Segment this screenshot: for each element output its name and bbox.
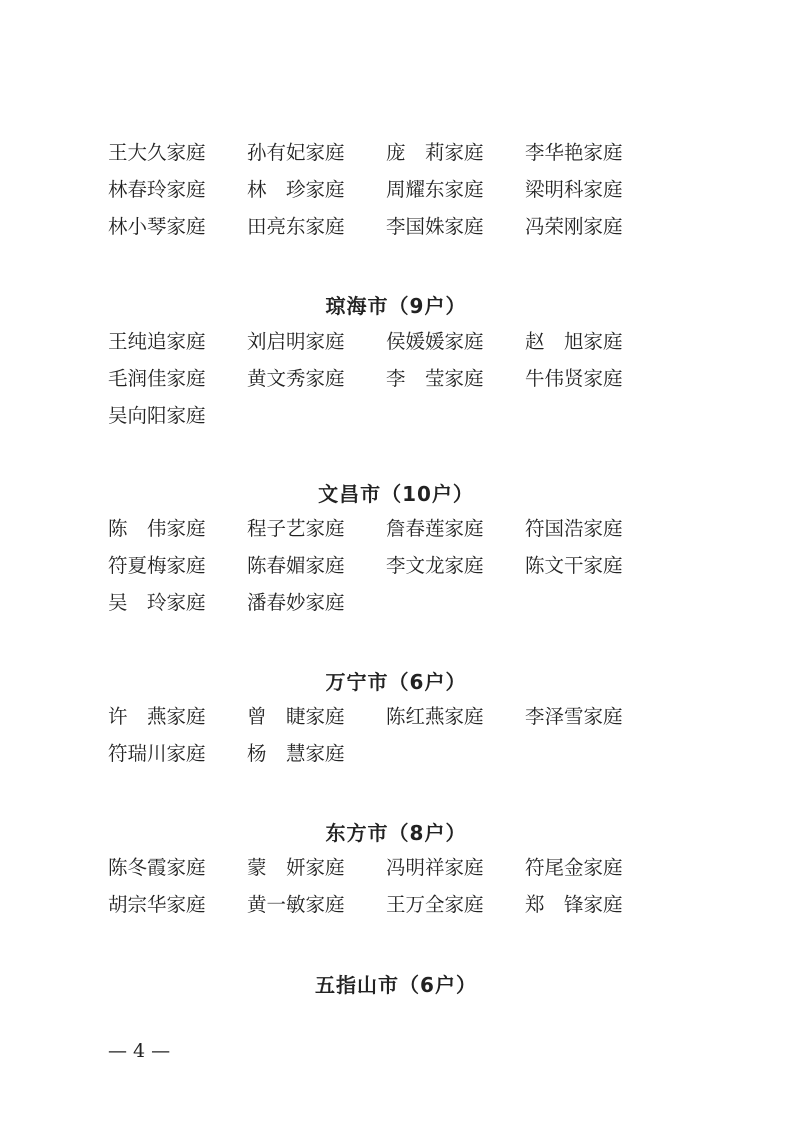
page-number: — 4 —: [108, 1040, 171, 1062]
family-name: 李泽雪家庭: [525, 705, 623, 728]
family-name: 黄一敏家庭: [247, 893, 345, 916]
name-row: [108, 741, 668, 778]
family-name: 梁明科家庭: [525, 178, 623, 201]
family-name: 蒙 妍家庭: [247, 856, 345, 879]
family-name: 王大久家庭: [108, 141, 206, 164]
family-name: 刘启明家庭: [247, 330, 345, 353]
section-heading: 琼海市（9户）: [325, 294, 467, 318]
family-name: 吴向阳家庭: [108, 404, 206, 427]
family-name: 潘春妙家庭: [247, 591, 345, 614]
family-name: 陈红燕家庭: [386, 705, 484, 728]
name-row: [108, 855, 668, 892]
family-name: 王万全家庭: [386, 893, 484, 916]
family-name: 陈 伟家庭: [108, 517, 206, 540]
family-name: 冯明祥家庭: [386, 856, 484, 879]
name-row: [108, 366, 668, 403]
family-name: 林春玲家庭: [108, 178, 206, 201]
family-name: 陈冬霞家庭: [108, 856, 206, 879]
family-name: 孙有妃家庭: [247, 141, 345, 164]
family-name: 詹春莲家庭: [386, 517, 484, 540]
name-list: [108, 140, 668, 251]
name-row: [108, 403, 668, 440]
section-heading: 东方市（8户）: [325, 821, 467, 845]
name-list: [108, 704, 668, 778]
section-heading: 文昌市（10户）: [318, 482, 474, 506]
family-name: 王纯追家庭: [108, 330, 206, 353]
name-row: [108, 329, 668, 366]
family-name: 林 珍家庭: [247, 178, 345, 201]
family-name: 胡宗华家庭: [108, 893, 206, 916]
name-row: [108, 177, 668, 214]
family-name: 黄文秀家庭: [247, 367, 345, 390]
family-name: 陈春媚家庭: [247, 554, 345, 577]
family-name: 曾 睫家庭: [247, 705, 345, 728]
family-name: 毛润佳家庭: [108, 367, 206, 390]
family-name: 郑 锋家庭: [525, 893, 623, 916]
family-name: 符国浩家庭: [525, 517, 623, 540]
family-name: 林小琴家庭: [108, 215, 206, 238]
family-name: 程子艺家庭: [247, 517, 345, 540]
family-name: 侯媛媛家庭: [386, 330, 484, 353]
family-name: 李华艳家庭: [525, 141, 623, 164]
name-row: [108, 704, 668, 741]
family-name: 冯荣刚家庭: [525, 215, 623, 238]
section-heading: 五指山市（6户）: [315, 973, 477, 997]
family-name: 牛伟贤家庭: [525, 367, 623, 390]
name-row: [108, 140, 668, 177]
family-name: 陈文干家庭: [525, 554, 623, 577]
family-name: 符尾金家庭: [525, 856, 623, 879]
family-name: 符夏梅家庭: [108, 554, 206, 577]
family-name: 庞 莉家庭: [386, 141, 484, 164]
family-name: 符瑞川家庭: [108, 742, 206, 765]
name-row: [108, 553, 668, 590]
family-name: 赵 旭家庭: [525, 330, 623, 353]
family-name: 田亮东家庭: [247, 215, 345, 238]
name-row: [108, 590, 668, 627]
family-name: 李 莹家庭: [386, 367, 484, 390]
family-name: 周耀东家庭: [386, 178, 484, 201]
family-name: 杨 慧家庭: [247, 742, 345, 765]
name-row: [108, 892, 668, 929]
name-list: [108, 516, 668, 627]
name-row: [108, 214, 668, 251]
family-name: 李国姝家庭: [386, 215, 484, 238]
family-name: 许 燕家庭: [108, 705, 206, 728]
name-list: [108, 855, 668, 929]
section-heading: 万宁市（6户）: [325, 670, 467, 694]
name-list: [108, 329, 668, 440]
family-name: 吴 玲家庭: [108, 591, 206, 614]
name-row: [108, 516, 668, 553]
family-name: 李文龙家庭: [386, 554, 484, 577]
